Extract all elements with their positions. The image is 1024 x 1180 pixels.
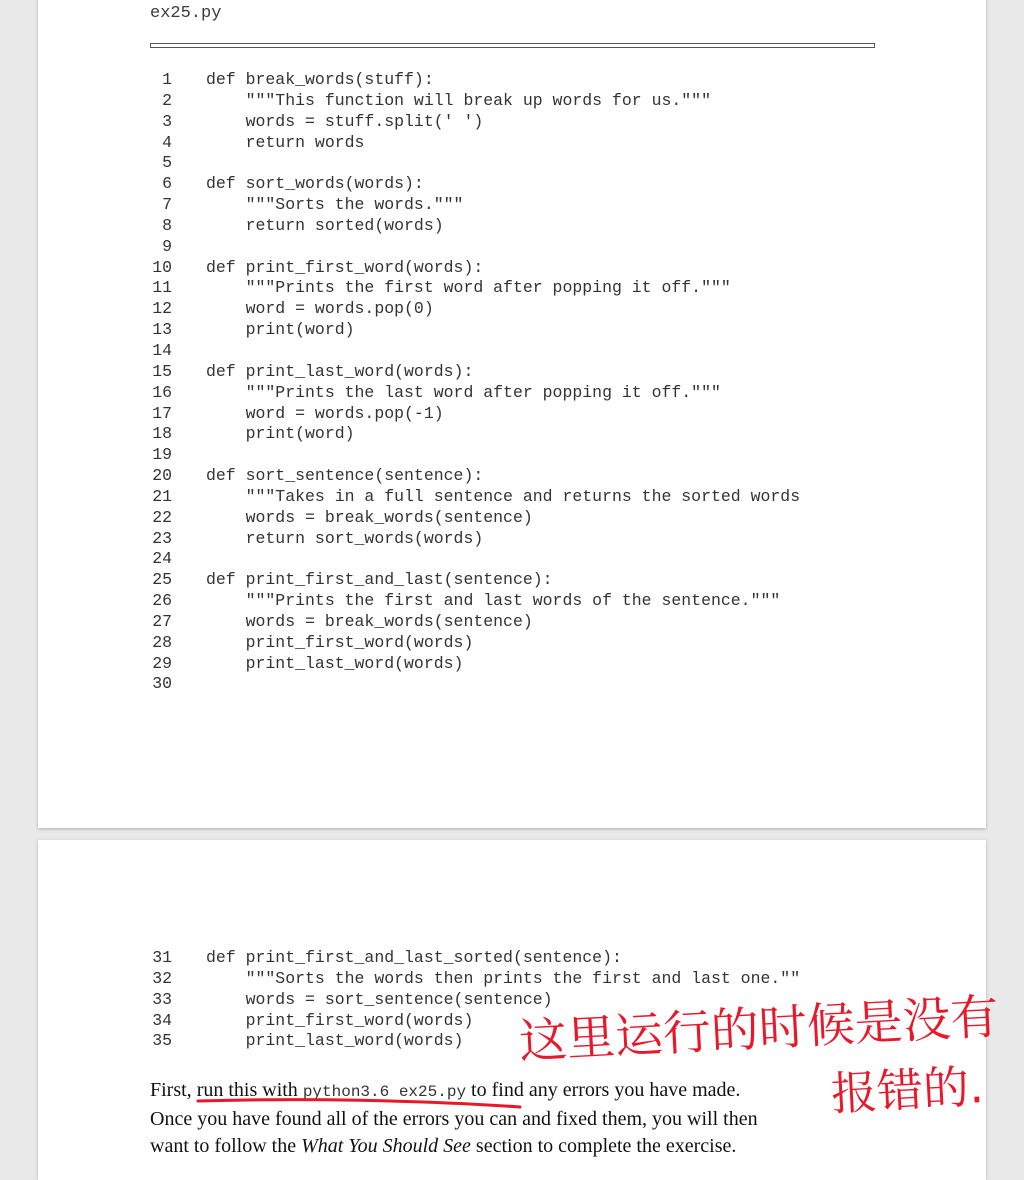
line-number: 34: [152, 1010, 172, 1030]
line-number: 31: [152, 948, 172, 967]
code-text: print_last_word(words): [206, 653, 464, 673]
code-line: [148, 258, 800, 279]
code-text: return sorted(words): [206, 215, 444, 235]
code-line: [148, 153, 800, 174]
code-text: def print_last_word(words):: [206, 361, 474, 381]
instruction-line-1: First, run this with python3.6 ex25.py to find any errors you have made.: [150, 1079, 741, 1101]
code-line: [148, 633, 800, 654]
code-text: words = break_words(sentence): [206, 507, 533, 527]
code-line: [148, 278, 800, 299]
line-number: 24: [152, 549, 172, 569]
code-line: [148, 466, 800, 487]
code-text: """Takes in a full sentence and returns the sorted words: [206, 486, 801, 506]
code-line: [148, 70, 800, 91]
code-text: """Prints the first word after popping it off.""": [206, 278, 731, 298]
line-number: 13: [152, 320, 172, 340]
code-line: [148, 969, 800, 990]
code-block-bottom: [148, 948, 800, 1052]
line-number: 29: [152, 653, 172, 673]
code-line: [148, 362, 800, 383]
code-line: [148, 133, 800, 154]
instruction-line-3: want to follow the What You Should See section to complete the exercise.: [150, 1135, 737, 1157]
code-text: def print_first_and_last_sorted(sentence):: [206, 948, 622, 967]
line-number: 2: [162, 90, 172, 110]
code-text: print_last_word(words): [206, 1031, 464, 1051]
instruction-text: [150, 1077, 870, 1160]
code-text: def break_words(stuff):: [206, 70, 434, 89]
code-line: [148, 948, 800, 969]
line-number: 3: [162, 111, 172, 131]
code-line: [148, 320, 800, 341]
code-line: [148, 549, 800, 570]
code-line: [148, 1031, 800, 1052]
code-line: [148, 612, 800, 633]
underlined-run-phrase: run this with: [196, 1079, 303, 1101]
code-text: print_first_word(words): [206, 632, 474, 652]
code-text: def sort_words(words):: [206, 174, 424, 194]
code-line: [148, 383, 800, 404]
code-line: [148, 237, 800, 258]
code-text: """Prints the first and last words of the sentence.""": [206, 591, 781, 611]
line-number: 8: [162, 215, 172, 235]
code-text: """This function will break up words for us.""": [206, 90, 711, 110]
line-number: 18: [152, 424, 172, 444]
code-text: def print_first_and_last(sentence):: [206, 570, 553, 590]
code-text: word = words.pop(-1): [206, 403, 444, 423]
code-line: [148, 174, 800, 195]
code-line: [148, 195, 800, 216]
code-text: words = break_words(sentence): [206, 611, 533, 631]
code-text: return words: [206, 132, 365, 152]
section-reference: What You Should See: [301, 1135, 471, 1157]
line-number: 1: [162, 70, 172, 89]
line-number: 10: [152, 257, 172, 277]
code-text: """Sorts the words then prints the first and last one."": [206, 968, 801, 988]
line-number: 19: [152, 445, 172, 465]
line-number: 5: [162, 153, 172, 173]
code-line: [148, 591, 800, 612]
code-line: [148, 404, 800, 425]
file-name: ex25.py: [150, 4, 222, 23]
code-line: [148, 654, 800, 675]
code-text: print(word): [206, 424, 355, 444]
code-line: [148, 341, 800, 362]
code-text: def print_first_word(words):: [206, 257, 484, 277]
line-number: 4: [162, 132, 172, 152]
code-text: """Prints the last word after popping it off.""": [206, 382, 721, 402]
line-number: 6: [162, 174, 172, 194]
line-number: 23: [152, 528, 172, 548]
line-number: 28: [152, 632, 172, 652]
code-block-top: [148, 70, 800, 695]
line-number: 22: [152, 507, 172, 527]
code-line: [148, 674, 800, 695]
run-command: python3.6 ex25.py: [302, 1083, 467, 1101]
line-number: 7: [162, 195, 172, 215]
instruction-line-2: Once you have found all of the errors you can and fixed them, you will then: [150, 1108, 758, 1130]
code-line: [148, 216, 800, 237]
line-number: 9: [162, 236, 172, 256]
code-line: [148, 445, 800, 466]
code-line: [148, 112, 800, 133]
code-line: [148, 570, 800, 591]
code-text: print(word): [206, 320, 355, 340]
line-number: 26: [152, 591, 172, 611]
code-line: [148, 990, 800, 1011]
line-number: 11: [152, 278, 172, 298]
annotation-line-1: 这里运行的时候是没有: [517, 988, 1000, 1070]
annotation-line-2: 报错的.: [829, 1059, 985, 1121]
code-text: def sort_sentence(sentence):: [206, 466, 484, 486]
line-number: 27: [152, 611, 172, 631]
code-text: words = sort_sentence(sentence): [206, 989, 553, 1009]
line-number: 16: [152, 382, 172, 402]
code-text: """Sorts the words.""": [206, 195, 464, 215]
line-number: 12: [152, 299, 172, 319]
code-line: [148, 299, 800, 320]
code-text: return sort_words(words): [206, 528, 484, 548]
code-line: [148, 529, 800, 550]
code-line: [148, 91, 800, 112]
line-number: 33: [152, 989, 172, 1009]
line-number: 20: [152, 466, 172, 486]
line-number: 21: [152, 486, 172, 506]
line-number: 35: [152, 1031, 172, 1051]
code-line: [148, 424, 800, 445]
line-number: 15: [152, 361, 172, 381]
code-text: words = stuff.split(' '): [206, 111, 484, 131]
code-line: [148, 1011, 800, 1032]
line-number: 14: [152, 340, 172, 360]
code-text: word = words.pop(0): [206, 299, 434, 319]
line-number: 32: [152, 968, 172, 988]
code-line: [148, 487, 800, 508]
code-text: print_first_word(words): [206, 1010, 474, 1030]
line-number: 17: [152, 403, 172, 423]
line-number: 25: [152, 570, 172, 590]
line-number: 30: [152, 674, 172, 694]
code-header-rule: [150, 43, 875, 48]
code-line: [148, 508, 800, 529]
